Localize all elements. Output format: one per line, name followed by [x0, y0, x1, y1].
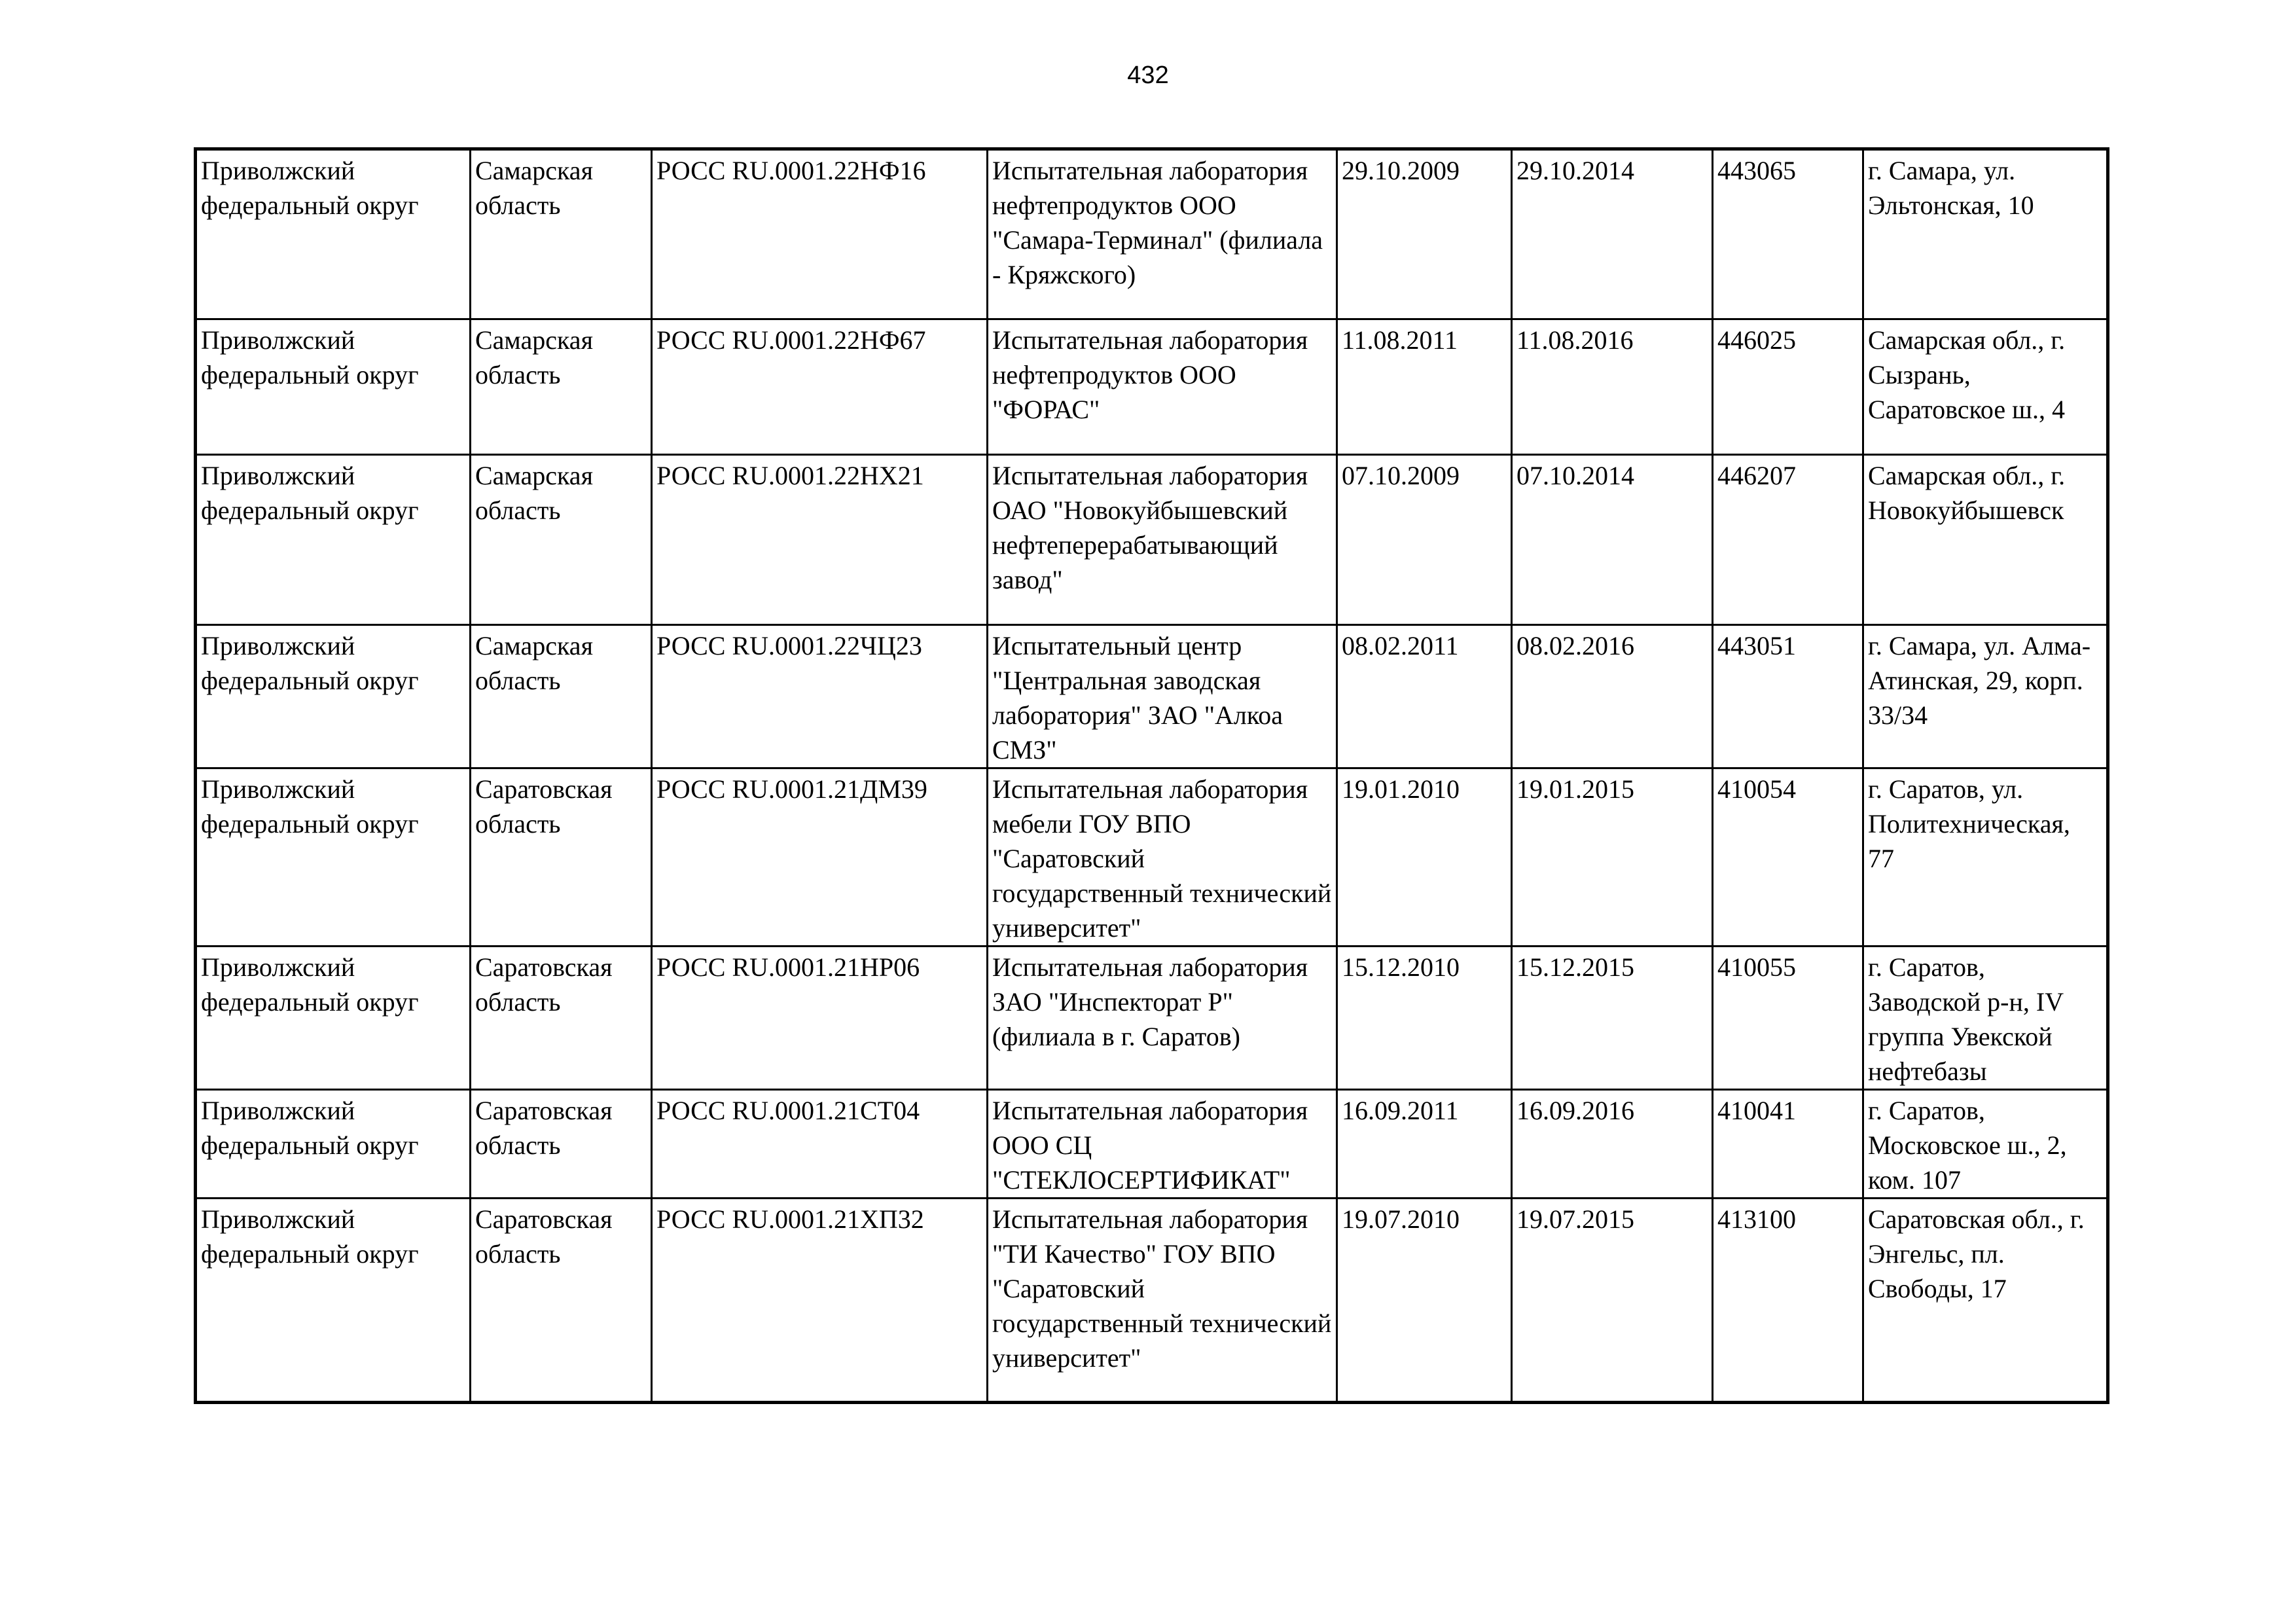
district-cell: Приволжский федеральный округ: [196, 947, 471, 1090]
table-row: [196, 625, 2108, 768]
table-row: [196, 1199, 2108, 1403]
region-cell: Самарская область: [471, 455, 652, 625]
date-from-cell: 29.10.2009: [1337, 149, 1512, 319]
table-row: [196, 455, 2108, 625]
table-row: [196, 1090, 2108, 1199]
address-cell: г. Саратов, ул. Политехническая, 77: [1863, 768, 2108, 947]
district-cell: Приволжский федеральный округ: [196, 1199, 471, 1403]
postcode-cell: 410041: [1713, 1090, 1863, 1199]
cert-number-cell: РОСС RU.0001.21СТ04: [652, 1090, 988, 1199]
organization-cell: Испытательная лаборатория нефтепродуктов ООО "Самара-Терминал" (филиала - Кряжского): [988, 149, 1337, 319]
cert-number-cell: РОСС RU.0001.22НФ16: [652, 149, 988, 319]
cert-number-cell: РОСС RU.0001.22НФ67: [652, 319, 988, 455]
date-to-cell: 19.07.2015: [1512, 1199, 1713, 1403]
region-cell: Саратовская область: [471, 1090, 652, 1199]
organization-cell: Испытательная лаборатория ОАО "Новокуйбышевский нефтеперерабатывающий завод": [988, 455, 1337, 625]
district-cell: Приволжский федеральный округ: [196, 625, 471, 768]
address-cell: г. Самара, ул. Эльтонская, 10: [1863, 149, 2108, 319]
date-from-cell: 11.08.2011: [1337, 319, 1512, 455]
organization-cell: Испытательная лаборатория нефтепродуктов ООО "ФОРАС": [988, 319, 1337, 455]
date-to-cell: 08.02.2016: [1512, 625, 1713, 768]
district-cell: Приволжский федеральный округ: [196, 319, 471, 455]
table-row: [196, 768, 2108, 947]
date-to-cell: 11.08.2016: [1512, 319, 1713, 455]
organization-cell: Испытательный центр "Центральная заводская лаборатория" ЗАО "Алкоа СМЗ": [988, 625, 1337, 768]
date-from-cell: 19.01.2010: [1337, 768, 1512, 947]
date-to-cell: 16.09.2016: [1512, 1090, 1713, 1199]
table-row: [196, 149, 2108, 319]
region-cell: Самарская область: [471, 319, 652, 455]
cert-number-cell: РОСС RU.0001.22ЧЦ23: [652, 625, 988, 768]
postcode-cell: 443065: [1713, 149, 1863, 319]
cert-number-cell: РОСС RU.0001.22НХ21: [652, 455, 988, 625]
cert-number-cell: РОСС RU.0001.21НР06: [652, 947, 988, 1090]
registry-table: [194, 147, 2109, 1404]
organization-cell: Испытательная лаборатория "ТИ Качество" ГОУ ВПО "Саратовский государственный технический университет": [988, 1199, 1337, 1403]
date-to-cell: 07.10.2014: [1512, 455, 1713, 625]
page-number: 432: [1127, 62, 1169, 89]
district-cell: Приволжский федеральный округ: [196, 455, 471, 625]
table-row: [196, 947, 2108, 1090]
region-cell: Саратовская область: [471, 1199, 652, 1403]
table-row: [196, 319, 2108, 455]
region-cell: Самарская область: [471, 149, 652, 319]
date-from-cell: 15.12.2010: [1337, 947, 1512, 1090]
region-cell: Саратовская область: [471, 947, 652, 1090]
address-cell: г. Самара, ул. Алма-Атинская, 29, корп. 33/34: [1863, 625, 2108, 768]
address-cell: Самарская обл., г. Новокуйбышевск: [1863, 455, 2108, 625]
cert-number-cell: РОСС RU.0001.21ДМ39: [652, 768, 988, 947]
date-to-cell: 29.10.2014: [1512, 149, 1713, 319]
postcode-cell: 446207: [1713, 455, 1863, 625]
address-cell: г. Саратов, Московское ш., 2, ком. 107: [1863, 1090, 2108, 1199]
organization-cell: Испытательная лаборатория мебели ГОУ ВПО "Саратовский государственный технический университет": [988, 768, 1337, 947]
postcode-cell: 446025: [1713, 319, 1863, 455]
district-cell: Приволжский федеральный округ: [196, 768, 471, 947]
address-cell: Саратовская обл., г. Энгельс, пл. Свободы, 17: [1863, 1199, 2108, 1403]
region-cell: Самарская область: [471, 625, 652, 768]
district-cell: Приволжский федеральный округ: [196, 1090, 471, 1199]
date-from-cell: 16.09.2011: [1337, 1090, 1512, 1199]
organization-cell: Испытательная лаборатория ЗАО "Инспекторат Р" (филиала в г. Саратов): [988, 947, 1337, 1090]
date-to-cell: 19.01.2015: [1512, 768, 1713, 947]
postcode-cell: 410055: [1713, 947, 1863, 1090]
postcode-cell: 413100: [1713, 1199, 1863, 1403]
cert-number-cell: РОСС RU.0001.21ХП32: [652, 1199, 988, 1403]
postcode-cell: 443051: [1713, 625, 1863, 768]
date-from-cell: 08.02.2011: [1337, 625, 1512, 768]
date-to-cell: 15.12.2015: [1512, 947, 1713, 1090]
region-cell: Саратовская область: [471, 768, 652, 947]
date-from-cell: 07.10.2009: [1337, 455, 1512, 625]
district-cell: Приволжский федеральный округ: [196, 149, 471, 319]
postcode-cell: 410054: [1713, 768, 1863, 947]
address-cell: г. Саратов, Заводской р-н, IV группа Увекской нефтебазы: [1863, 947, 2108, 1090]
organization-cell: Испытательная лаборатория ООО СЦ "СТЕКЛОСЕРТИФИКАТ": [988, 1090, 1337, 1199]
address-cell: Самарская обл., г. Сызрань, Саратовское ш., 4: [1863, 319, 2108, 455]
date-from-cell: 19.07.2010: [1337, 1199, 1512, 1403]
